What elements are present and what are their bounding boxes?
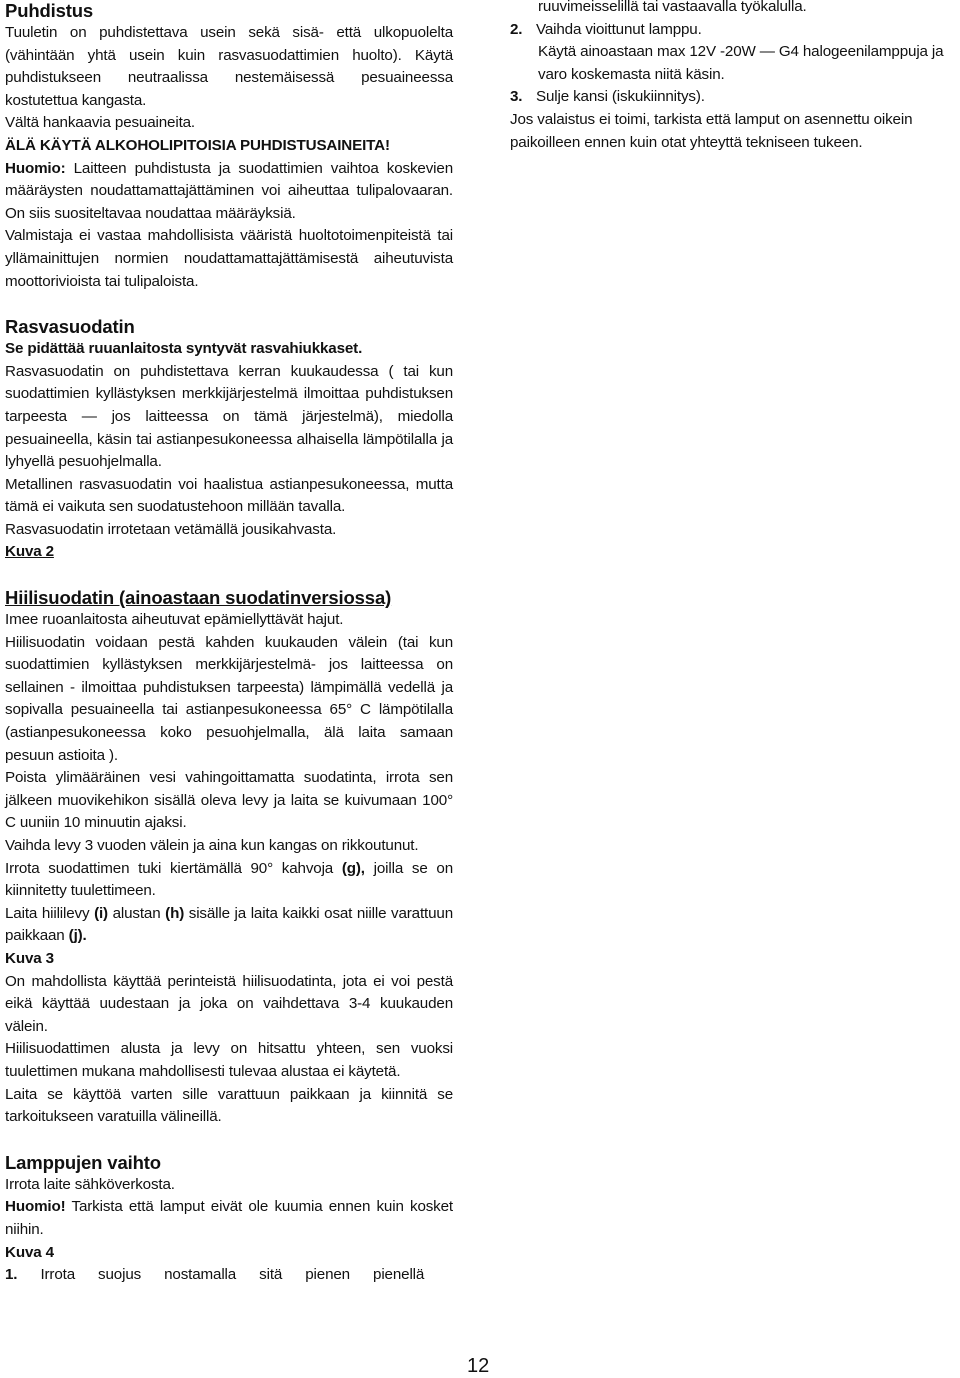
right-column: [510, 0, 958, 154]
text-run: alustan: [107, 904, 166, 922]
spacer: [5, 564, 453, 587]
section-title: Rasvasuodatin: [5, 316, 135, 338]
note-text: Tarkista että lamput eivät ole kuumia ennen kuin kosket niihin.: [5, 1198, 453, 1238]
note-paragraph: [5, 1196, 453, 1241]
section-title: Puhdistus: [5, 0, 94, 21]
spacer: [5, 1129, 453, 1152]
paragraph: Jos valaistus ei toimi, tarkista että lamput on asennettu oikein paikoilleen ennen kuin otat yhteyttä tekniseen tukeen.: [510, 110, 913, 151]
figure-reference: Kuva 3: [5, 949, 54, 967]
paragraph: [5, 903, 453, 948]
paragraph: Vaihda levy 3 vuoden välein ja aina kun kangas on rikkoutunut.: [5, 837, 419, 854]
section-title: Hiilisuodatin (ainoastaan suodatinversiossa): [5, 587, 392, 609]
section-lamppujen-vaihto: [5, 1152, 453, 1287]
section-title: Lamppujen vaihto: [5, 1151, 161, 1173]
step-number: 3.: [510, 88, 523, 106]
part-label: (h): [165, 904, 185, 922]
part-label: (j).: [68, 927, 87, 945]
warning-text: ÄLÄ KÄYTÄ ALKOHOLIPITOISIA PUHDISTUSAINEITA!: [5, 136, 390, 154]
step-3: [510, 86, 958, 109]
step-text: Irrota suojus nostamalla sitä pienen pienellä: [17, 1266, 425, 1284]
left-column: [5, 0, 453, 1287]
paragraph: Tuuletin on puhdistettava usein sekä sisä- että ulkopuolelta (vähintään yhtä usein kuin rasvasuodattimien huolto). Käytä puhdistukseen neutraalissa nestemäisessä pesuaineessa kostutettua kangasta.: [5, 24, 453, 109]
paragraph: Valmistaja ei vastaa mahdollisista vääristä huoltotoimenpiteistä tai yllämainittujen normien noudattamattajättämisestä aiheutuvista moottorivioista tai tulipaloista.: [5, 227, 453, 290]
spacer: [5, 293, 453, 316]
paragraph: Rasvasuodatin irrotetaan vetämällä jousikahvasta.: [5, 520, 337, 538]
paragraph: Rasvasuodatin on puhdistettava kerran kuukaudessa ( tai kun suodattimien kyllästyksen merkkijärjestelmä ilmoittaa puhdistuksen tarpeesta — jos laitteessa on tämä järjestelmä), miedolla pesuaineella, käsin tai astianpesukoneessa alhaisella lämpötilalla ja lyhyellä pesuohjelmalla.: [5, 362, 453, 471]
paragraph: Poista ylimääräinen vesi vahingoittamatta suodatinta, irrota sen jälkeen muovikehikon sisällä oleva levy ja laita se kuivumaan 100° C uuniin 10 minuutin ajaksi.: [5, 769, 453, 832]
note-label: Huomio:: [5, 159, 66, 177]
paragraph: Hiilisuodattimen alusta ja levy on hitsattu yhteen, sen vuoksi tuulettimen mukana mahdollisesti tulevaa alustaa ei käytetä.: [5, 1040, 453, 1080]
text-run: sisälle ja laita kaikki osat niille varattuun paikkaan: [5, 904, 453, 945]
section-rasvasuodatin: [5, 316, 453, 564]
section-subtitle: Se pidättää ruuanlaitosta syntyvät rasvahiukkaset.: [5, 340, 363, 358]
step-1-continuation: ruuvimeisselillä tai vastaavalla työkalulla.: [538, 0, 807, 15]
paragraph: Vältä hankaavia pesuaineita.: [5, 114, 196, 132]
step-text: Sulje kansi (iskukiinnitys).: [536, 88, 705, 106]
step-number: 2.: [510, 20, 523, 38]
text-run: Laita hiililevy: [5, 904, 95, 922]
note-paragraph: [5, 158, 453, 226]
paragraph: Metallinen rasvasuodatin voi haalistua astianpesukoneessa, mutta tämä ei vaikuta sen suodatustehoon millään tavalla.: [5, 475, 453, 516]
text-run: Irrota suodattimen tuki kiertämällä 90° kahvoja: [5, 859, 342, 877]
paragraph: Laita se käyttöä varten sille varattuun paikkaan ja kiinnitä se tarkoitukseen varatuilla välineillä.: [5, 1085, 453, 1126]
step-2: [510, 19, 958, 42]
figure-reference: Kuva 4: [5, 1243, 54, 1261]
page-number: 12: [467, 1355, 490, 1377]
section-puhdistus: [5, 0, 453, 293]
paragraph: [5, 858, 453, 903]
part-label: (g),: [341, 859, 365, 877]
part-label: (i): [94, 904, 108, 922]
step-2-detail: Käytä ainoastaan max 12V -20W — G4 halogeenilamppuja ja varo koskemasta niitä käsin.: [538, 43, 944, 83]
step-number: 1.: [5, 1266, 18, 1284]
text-run: joilla se on kiinnitetty tuulettimeen.: [5, 859, 453, 900]
paragraph: Hiilisuodatin voidaan pestä kahden kuukauden välein (tai kun suodattimien kyllästyksen merkkijärjestelmä- jos laitteessa on sellainen - ilmoittaa puhdistuksen tarpeesta) lämpimällä vedellä ja sopivalla pesuaineella tai astianpesukoneessa 65° C lämpötilalla (astianpesukoneessa koko pesuohjelmalla, älä laita samaan pesuun astioita ).: [5, 633, 453, 764]
note-label: Huomio!: [5, 1198, 66, 1216]
note-text: Laitteen puhdistusta ja suodattimien vaihtoa koskevien määräysten noudattamattajättäminen voi aiheuttaa tulipalovaaran. On siis suositeltavaa noudattaa määräyksiä.: [5, 159, 453, 222]
figure-reference: Kuva 2: [5, 543, 54, 561]
step-1: [5, 1264, 453, 1287]
paragraph: On mahdollista käyttää perinteistä hiilisuodatinta, jota ei voi pestä eikä käyttää uudestaan ja joka on vaihdettava 3-4 kuukauden välein.: [5, 972, 453, 1035]
section-hiilisuodatin: [5, 587, 453, 1129]
paragraph: Irrota laite sähköverkosta.: [5, 1175, 175, 1193]
paragraph: Imee ruoanlaitosta aiheutuvat epämiellyttävät hajut.: [5, 611, 344, 629]
step-text: Vaihda vioittunut lamppu.: [536, 20, 702, 38]
